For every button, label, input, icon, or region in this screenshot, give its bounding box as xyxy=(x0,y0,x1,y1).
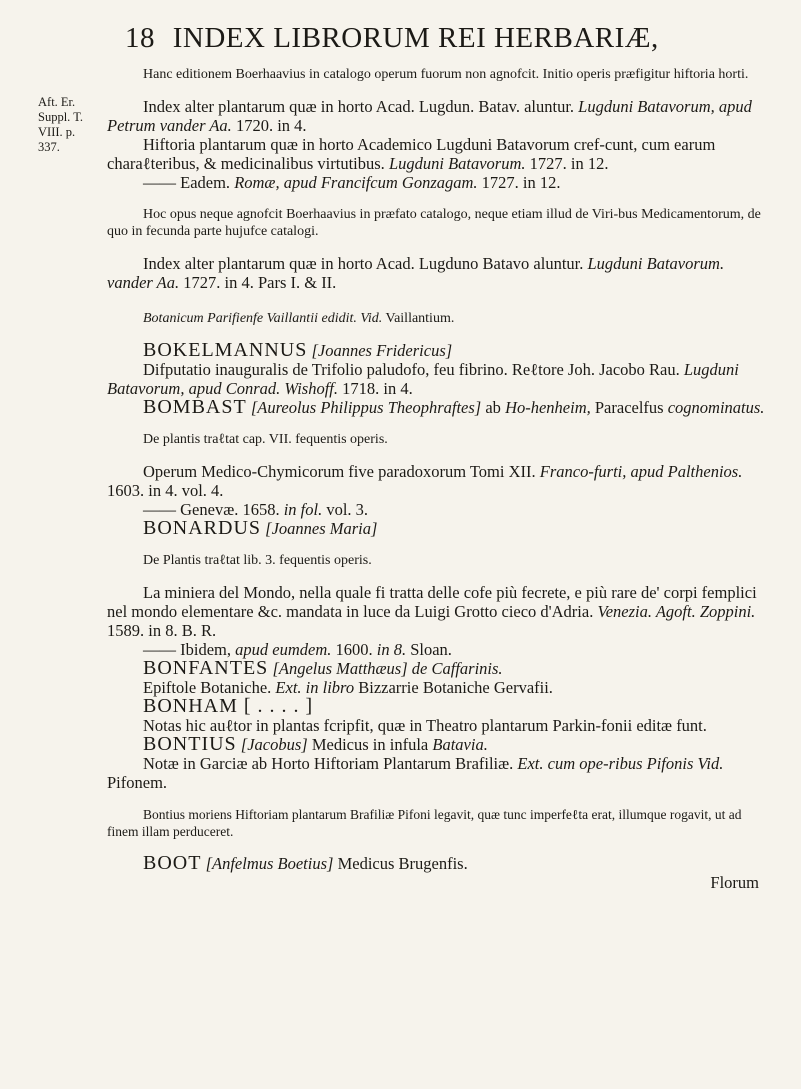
note-paragraph: De plantis traℓtat cap. VII. fequentis operis. xyxy=(143,432,388,447)
entry: —— Eadem. Romæ, apud Francifcum Gonzagam. 1727. in 12. xyxy=(143,173,561,192)
entry: —— Genevæ. 1658. in fol. vol. 3. xyxy=(143,500,369,519)
author-heading: BONTIUS [Jacobus] Medicus in infula Batavia. xyxy=(143,733,488,755)
entry: Operum Medico-Chymicorum five paradoxorum Tomi XII. Franco-furti, apud Palthenios. 1603. in 4. vol. 4. xyxy=(107,462,743,500)
entry: Hiftoria plantarum quæ in horto Academico Lugduni Batavorum cref-cunt, cum earum charaℓteribus, & medicinalibus virtutibus. Lugduni Batavorum. 1727. in 12. xyxy=(107,135,716,173)
author-heading: BONHAM [ . . . . ] xyxy=(143,695,314,717)
cross-reference: Botanicum Parifienfe Vaillantii edidit. Vid. Vaillantium. xyxy=(143,311,455,326)
entry: La miniera del Mondo, nella quale fi tratta delle cofe più fecrete, e più rare de' corpi femplici nel mondo elementare &c. mandata in luce da Luigi Grotto cieco d'Adria. Venezia. Agoft. Zoppini. 1589. in 8. B. R. xyxy=(107,583,757,640)
margin-line: VIII. p. xyxy=(38,125,76,139)
note-paragraph: Hanc editionem Boerhaavius in catalogo operum fuorum non agnofcit. Initio operis præfigitur hiftoria horti. xyxy=(143,67,749,82)
author-heading: BONFANTES [Angelus Matthæus] de Caffarinis. xyxy=(143,657,503,679)
note-paragraph: De Plantis traℓtat lib. 3. fequentis operis. xyxy=(143,553,372,568)
index-body xyxy=(107,66,767,892)
margin-line: Suppl. T. xyxy=(38,110,84,124)
author-heading: BOMBAST [Aureolus Philippus Theophraftes] ab Ho-henheim, Paracelfus cognominatus. xyxy=(143,396,765,418)
author-heading: BOOT [Anfelmus Boetius] Medicus Brugenfis. xyxy=(143,852,468,874)
entry: —— Ibidem, apud eumdem. 1600. in 8. Sloan. xyxy=(143,640,452,659)
note-paragraph: Hoc opus neque agnofcit Boerhaavius in præfato catalogo, neque etiam illud de Viri-bus Medicamentorum, de quo in fecunda parte hujufce catalogi. xyxy=(107,207,761,239)
entry: Epiftole Botaniche. Ext. in libro Bizzarrie Botaniche Gervafii. xyxy=(143,678,553,697)
author-heading: BONARDUS [Joannes Maria] xyxy=(143,517,378,539)
catchword: Florum xyxy=(710,873,759,892)
note-paragraph: Bontius moriens Hiftoriam plantarum Brafiliæ Pifoni legavit, quæ tunc imperfeℓta erat, illumque rogavit, ut ad finem illam perduceret. xyxy=(107,807,742,839)
margin-line: 337. xyxy=(38,140,60,154)
entry: Notas hic auℓtor in plantas fcripfit, quæ in Theatro plantarum Parkin-fonii editæ funt. xyxy=(143,716,707,735)
header-title: INDEX LIBRORUM REI HERBARIÆ, xyxy=(172,22,659,54)
entry: Index alter plantarum quæ in horto Acad. Lugdun. Batav. aluntur. Lugduni Batavorum, apud Petrum vander Aa. 1720. in 4. xyxy=(107,97,752,135)
entry: Notæ in Garciæ ab Horto Hiftoriam Plantarum Brafiliæ. Ext. cum ope-ribus Pifonis Vid. Pifonem. xyxy=(107,754,724,792)
running-header xyxy=(125,22,659,55)
entry: Index alter plantarum quæ in horto Acad. Lugduno Batavo aluntur. Lugduni Batavorum. vander Aa. 1727. in 4. Pars I. & II. xyxy=(107,254,725,292)
entry: Difputatio inauguralis de Trifolio paludofo, feu fibrino. Reℓtore Joh. Jacobo Rau. Lugduni Batavorum, apud Conrad. Wishoff. 1718. in 4. xyxy=(107,360,739,398)
margin-line: Aft. Er. xyxy=(38,95,76,109)
page-number: 18 xyxy=(125,22,155,54)
author-heading: BOKELMANNUS [Joannes Fridericus] xyxy=(143,339,453,361)
margin-reference xyxy=(38,95,88,155)
